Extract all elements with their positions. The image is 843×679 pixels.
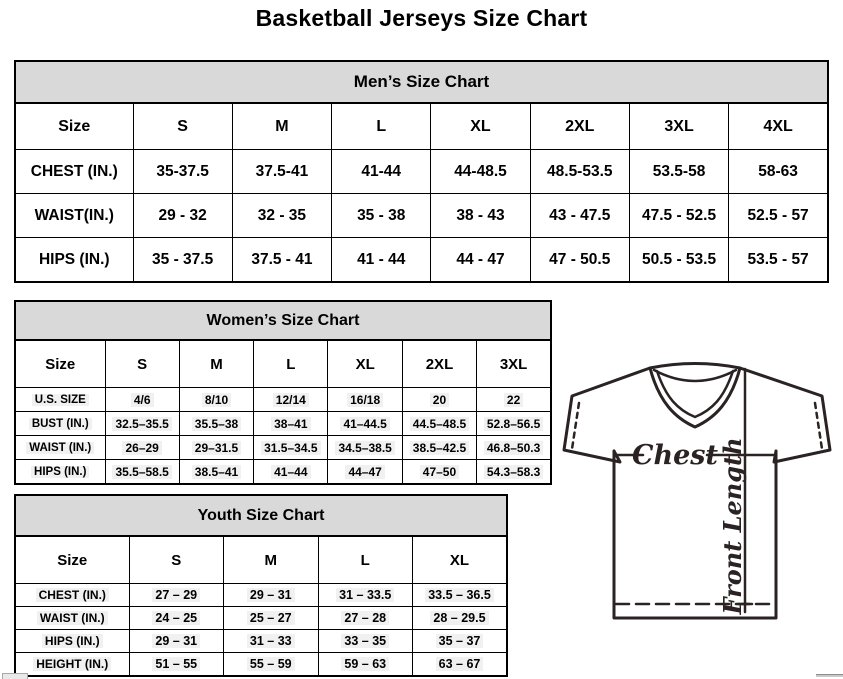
size-value: 16/18 bbox=[347, 393, 383, 407]
size-cell bbox=[179, 412, 253, 436]
size-cell: 44-48.5 bbox=[431, 150, 530, 194]
size-value: 35 – 37 bbox=[436, 634, 484, 648]
youth-chart-title: Youth Size Chart bbox=[15, 495, 507, 536]
row-label bbox=[15, 630, 129, 653]
horizontal-scrollbar-fragment[interactable] bbox=[2, 673, 28, 679]
size-cell bbox=[105, 388, 179, 412]
size-cell: 38 - 43 bbox=[431, 194, 530, 238]
table-row bbox=[15, 412, 551, 436]
size-value: 24 – 25 bbox=[152, 611, 200, 625]
row-label-text: HIPS (IN.) bbox=[42, 634, 103, 648]
chest-label: Chest bbox=[632, 440, 718, 471]
size-cell: 47.5 - 52.5 bbox=[629, 194, 728, 238]
size-value: 55 – 59 bbox=[247, 657, 295, 671]
size-value: 41–44.5 bbox=[340, 417, 389, 431]
jersey-collar-top bbox=[650, 364, 740, 369]
table-row bbox=[15, 301, 551, 340]
size-cell: 35 - 38 bbox=[332, 194, 431, 238]
column-header: XL bbox=[328, 340, 402, 388]
size-value: 59 – 63 bbox=[341, 657, 389, 671]
size-cell: 41-44 bbox=[332, 150, 431, 194]
page-title: Basketball Jerseys Size Chart bbox=[255, 5, 588, 31]
jersey-measurement-diagram bbox=[556, 358, 838, 632]
size-cell bbox=[328, 436, 402, 460]
column-header: 2XL bbox=[402, 340, 476, 388]
table-row bbox=[15, 584, 507, 607]
size-value: 28 – 29.5 bbox=[430, 611, 488, 625]
mens-chart-title: Men’s Size Chart bbox=[15, 61, 828, 103]
column-header: 3XL bbox=[629, 103, 728, 150]
size-cell: 48.5-53.5 bbox=[530, 150, 629, 194]
size-cell: 53.5 - 57 bbox=[729, 238, 828, 283]
size-cell bbox=[402, 460, 476, 485]
size-cell: 29 - 32 bbox=[133, 194, 232, 238]
size-value: 46.8–50.3 bbox=[484, 441, 543, 455]
table-row bbox=[15, 630, 507, 653]
size-cell: 58-63 bbox=[729, 150, 828, 194]
size-cell bbox=[318, 607, 413, 630]
table-row bbox=[15, 607, 507, 630]
size-value: 8/10 bbox=[202, 393, 231, 407]
size-value: 31 – 33.5 bbox=[336, 588, 394, 602]
left-cuff-dashed-line bbox=[572, 403, 579, 449]
mens-size-chart-table bbox=[14, 60, 829, 283]
row-label bbox=[15, 436, 105, 460]
table-row bbox=[15, 460, 551, 485]
size-cell bbox=[224, 630, 319, 653]
column-header: S bbox=[129, 536, 224, 584]
jersey-body bbox=[614, 451, 776, 618]
table-row bbox=[15, 103, 828, 150]
size-cell: 44 - 47 bbox=[431, 238, 530, 283]
column-header: M bbox=[179, 340, 253, 388]
size-cell bbox=[328, 460, 402, 485]
size-cell bbox=[224, 653, 319, 677]
size-cell: 52.5 - 57 bbox=[729, 194, 828, 238]
size-cell: 41 - 44 bbox=[332, 238, 431, 283]
size-cell bbox=[402, 436, 476, 460]
table-row bbox=[15, 536, 507, 584]
table-row bbox=[15, 436, 551, 460]
size-value: 38–41 bbox=[271, 417, 310, 431]
size-value: 29 – 31 bbox=[152, 634, 200, 648]
column-header: Size bbox=[15, 340, 105, 388]
size-cell: 35 - 37.5 bbox=[133, 238, 232, 283]
size-cell: 32 - 35 bbox=[232, 194, 331, 238]
size-value: 44–47 bbox=[345, 465, 384, 479]
size-value: 63 – 67 bbox=[436, 657, 484, 671]
size-cell: 37.5 - 41 bbox=[232, 238, 331, 283]
row-label-text: HEIGHT (IN.) bbox=[33, 657, 111, 671]
table-row bbox=[15, 150, 828, 194]
size-cell bbox=[477, 460, 551, 485]
row-label bbox=[15, 460, 105, 485]
size-value: 51 – 55 bbox=[152, 657, 200, 671]
size-value: 44.5–48.5 bbox=[410, 417, 469, 431]
right-cuff-dashed-line bbox=[815, 403, 822, 449]
size-value: 32.5–35.5 bbox=[112, 417, 171, 431]
table-row bbox=[15, 194, 828, 238]
row-label-text: U.S. SIZE bbox=[32, 394, 89, 406]
size-value: 52.8–56.5 bbox=[484, 417, 543, 431]
row-label: HIPS (IN.) bbox=[15, 238, 133, 283]
size-value: 27 – 29 bbox=[152, 588, 200, 602]
size-cell bbox=[254, 388, 328, 412]
size-value: 54.3–58.3 bbox=[484, 465, 543, 479]
row-label-text: WAIST (IN.) bbox=[26, 442, 94, 454]
size-cell bbox=[224, 584, 319, 607]
size-cell bbox=[105, 412, 179, 436]
row-label bbox=[15, 388, 105, 412]
size-cell bbox=[179, 388, 253, 412]
column-header: Size bbox=[15, 536, 129, 584]
size-value: 33.5 – 36.5 bbox=[425, 588, 494, 602]
size-cell bbox=[402, 412, 476, 436]
youth-size-chart-table bbox=[14, 494, 508, 677]
size-cell bbox=[129, 630, 224, 653]
size-value: 29 – 31 bbox=[247, 588, 295, 602]
size-value: 27 – 28 bbox=[341, 611, 389, 625]
column-header: Size bbox=[15, 103, 133, 150]
size-value: 31.5–34.5 bbox=[261, 441, 320, 455]
table-row bbox=[15, 388, 551, 412]
column-header: M bbox=[232, 103, 331, 150]
womens-size-chart-table bbox=[14, 300, 552, 485]
size-value: 47–50 bbox=[420, 465, 459, 479]
size-cell bbox=[105, 436, 179, 460]
size-value: 4/6 bbox=[131, 393, 154, 407]
size-value: 38.5–42.5 bbox=[410, 441, 469, 455]
size-value: 38.5–41 bbox=[192, 465, 241, 479]
size-value: 41–44 bbox=[271, 465, 310, 479]
jersey-collar-inner bbox=[657, 371, 733, 417]
size-value: 33 – 35 bbox=[341, 634, 389, 648]
size-cell bbox=[318, 653, 413, 677]
column-header: L bbox=[318, 536, 413, 584]
size-cell bbox=[318, 584, 413, 607]
column-header: 4XL bbox=[729, 103, 828, 150]
size-cell bbox=[477, 388, 551, 412]
column-header: XL bbox=[413, 536, 508, 584]
jersey-collar-band bbox=[654, 370, 736, 381]
size-cell bbox=[179, 460, 253, 485]
size-cell bbox=[402, 388, 476, 412]
column-header: S bbox=[105, 340, 179, 388]
row-label bbox=[15, 607, 129, 630]
size-cell bbox=[328, 388, 402, 412]
size-value: 34.5–38.5 bbox=[335, 441, 394, 455]
size-value: 20 bbox=[430, 393, 449, 407]
size-cell bbox=[477, 412, 551, 436]
table-row bbox=[15, 61, 828, 103]
column-header: M bbox=[224, 536, 319, 584]
column-header: L bbox=[254, 340, 328, 388]
size-cell bbox=[328, 412, 402, 436]
size-value: 29–31.5 bbox=[192, 441, 241, 455]
size-cell bbox=[254, 436, 328, 460]
size-cell bbox=[413, 584, 508, 607]
column-header: XL bbox=[431, 103, 530, 150]
row-label: CHEST (IN.) bbox=[15, 150, 133, 194]
size-cell: 53.5-58 bbox=[629, 150, 728, 194]
size-cell bbox=[318, 630, 413, 653]
row-label-text: BUST (IN.) bbox=[29, 418, 92, 430]
size-cell bbox=[413, 607, 508, 630]
size-cell: 43 - 47.5 bbox=[530, 194, 629, 238]
size-value: 22 bbox=[504, 393, 523, 407]
size-cell bbox=[413, 630, 508, 653]
table-row bbox=[15, 653, 507, 677]
size-value: 12/14 bbox=[273, 393, 309, 407]
column-header: S bbox=[133, 103, 232, 150]
size-cell bbox=[179, 436, 253, 460]
size-cell: 47 - 50.5 bbox=[530, 238, 629, 283]
womens-chart-title: Women’s Size Chart bbox=[15, 301, 551, 340]
horizontal-scrollbar-fragment[interactable] bbox=[816, 674, 843, 677]
column-header: L bbox=[332, 103, 431, 150]
size-cell bbox=[129, 607, 224, 630]
row-label: WAIST(IN.) bbox=[15, 194, 133, 238]
size-value: 31 – 33 bbox=[247, 634, 295, 648]
column-header: 3XL bbox=[477, 340, 551, 388]
size-cell bbox=[129, 653, 224, 677]
size-cell bbox=[254, 460, 328, 485]
row-label-text: CHEST (IN.) bbox=[36, 588, 109, 602]
size-value: 25 – 27 bbox=[247, 611, 295, 625]
front-length-label: Front Length bbox=[718, 437, 747, 615]
size-cell: 35-37.5 bbox=[133, 150, 232, 194]
size-cell bbox=[129, 584, 224, 607]
row-label-text: HIPS (IN.) bbox=[31, 466, 89, 478]
column-header: 2XL bbox=[530, 103, 629, 150]
size-cell: 50.5 - 53.5 bbox=[629, 238, 728, 283]
table-row bbox=[15, 495, 507, 536]
size-cell bbox=[105, 460, 179, 485]
size-value: 35.5–58.5 bbox=[112, 465, 171, 479]
size-cell bbox=[477, 436, 551, 460]
size-cell bbox=[224, 607, 319, 630]
row-label bbox=[15, 412, 105, 436]
size-cell bbox=[413, 653, 508, 677]
size-value: 35.5–38 bbox=[192, 417, 241, 431]
row-label-text: WAIST (IN.) bbox=[37, 611, 108, 625]
size-cell bbox=[254, 412, 328, 436]
row-label bbox=[15, 584, 129, 607]
size-cell: 37.5-41 bbox=[232, 150, 331, 194]
table-row bbox=[15, 238, 828, 283]
size-value: 26–29 bbox=[122, 441, 161, 455]
row-label bbox=[15, 653, 129, 677]
table-row bbox=[15, 340, 551, 388]
